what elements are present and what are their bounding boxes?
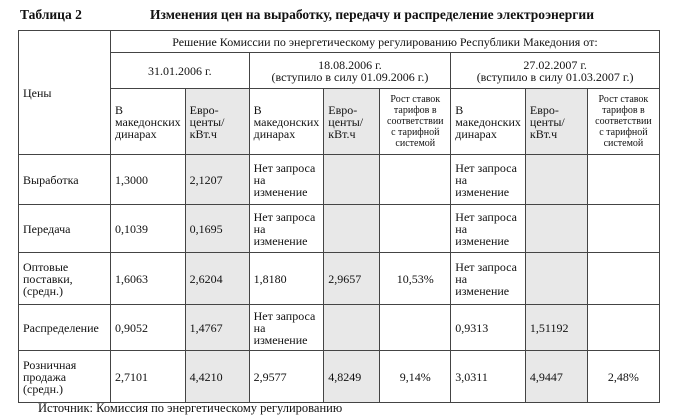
row-label: Передача: [19, 205, 111, 253]
table-cell: 1,3000: [111, 155, 186, 205]
table-row: [19, 253, 660, 305]
table-number: Таблица 2: [20, 7, 82, 22]
row-label: Распределение: [19, 305, 111, 351]
table-row: [19, 205, 660, 253]
period-1-date: 31.01.2006 г.: [148, 63, 212, 78]
p3-growth-header: Рост ставок тарифов в соответствии с тарифной системой: [587, 89, 659, 155]
table-cell: 4,8249: [324, 351, 380, 403]
table-cell: 0,9313: [451, 305, 526, 351]
table-cell: 3,0311: [451, 351, 526, 403]
table-cell: [525, 155, 587, 205]
table-row: [19, 351, 660, 403]
p1-mkd-header: В македонских динарах: [111, 89, 186, 155]
period-3-header: [451, 53, 660, 89]
table-cell: 2,1207: [185, 155, 249, 205]
decision-header-cell: [111, 31, 660, 53]
table-cell: Нет запроса на изменение: [249, 155, 324, 205]
table-cell: [380, 205, 451, 253]
p2-mkd-header: В македонских динарах: [249, 89, 324, 155]
table-cell: [380, 155, 451, 205]
table-cell: 1,6063: [111, 253, 186, 305]
decision-header: Решение Комиссии по энергетическому регулированию Республики Македония от:: [172, 34, 598, 49]
period-2-effective: (вступило в силу 01.09.2006 г.): [271, 69, 429, 84]
table-cell: 2,9657: [324, 253, 380, 305]
table-row: [19, 155, 660, 205]
column-header-row: [19, 89, 660, 155]
table-cell: 0,9052: [111, 305, 186, 351]
table-cell: 10,53%: [380, 253, 451, 305]
table-row: [19, 305, 660, 351]
period-3-date: 27.02.2007 г.: [523, 57, 587, 72]
table-cell: Нет запроса на изменение: [451, 155, 526, 205]
p2-growth-header: Рост ставок тарифов в соответствии с тарифной системой: [380, 89, 451, 155]
price-table: [18, 30, 660, 403]
table-cell: [324, 155, 380, 205]
table-cell: [587, 305, 659, 351]
table-cell: [525, 253, 587, 305]
table-cell: 2,7101: [111, 351, 186, 403]
p2-euro-header: Евро-центы/ кВт.ч: [324, 89, 380, 155]
table-cell: 1,8180: [249, 253, 324, 305]
p1-euro-header: Евро-центы/ кВт.ч: [185, 89, 249, 155]
table-cell: Нет запроса на изменение: [451, 253, 526, 305]
table-cell: 2,9577: [249, 351, 324, 403]
table-cell: [324, 205, 380, 253]
period-2-date: 18.08.2006 г.: [318, 57, 382, 72]
table-cell: [324, 305, 380, 351]
row-label: Выработка: [19, 155, 111, 205]
table-cell: [380, 305, 451, 351]
prices-header-cell: [19, 31, 111, 155]
p3-euro-header: Евро-центы/ кВт.ч: [525, 89, 587, 155]
table-cell: [587, 155, 659, 205]
period-3-effective: (вступило в силу 01.03.2007 г.): [476, 69, 634, 84]
prices-header: Цены: [23, 85, 52, 100]
table-cell: 0,1039: [111, 205, 186, 253]
table-cell: 1,51192: [525, 305, 587, 351]
p3-mkd-header: В македонских динарах: [451, 89, 526, 155]
table-cell: 1,4767: [185, 305, 249, 351]
table-cell: 4,9447: [525, 351, 587, 403]
table-cell: [525, 205, 587, 253]
table-cell: 0,1695: [185, 205, 249, 253]
table-cell: 2,48%: [587, 351, 659, 403]
period-1-header: [111, 53, 250, 89]
source-note: Источник: Комиссия по энергетическому регулированию: [38, 401, 343, 415]
table-cell: Нет запроса на изменение: [249, 205, 324, 253]
table-cell: 2,6204: [185, 253, 249, 305]
table-cell: [587, 205, 659, 253]
table-cell: [587, 253, 659, 305]
table-cell: 9,14%: [380, 351, 451, 403]
table-cell: Нет запроса на изменение: [249, 305, 324, 351]
period-2-header: [249, 53, 451, 89]
table-title: Изменения цен на выработку, передачу и распределение электроэнергии: [150, 7, 594, 22]
table-caption: [18, 6, 678, 24]
table-cell: Нет запроса на изменение: [451, 205, 526, 253]
row-label: Оптовые поставки, (средн.): [19, 253, 111, 305]
table-cell: 4,4210: [185, 351, 249, 403]
row-label: Розничная продажа (средн.): [19, 351, 111, 403]
